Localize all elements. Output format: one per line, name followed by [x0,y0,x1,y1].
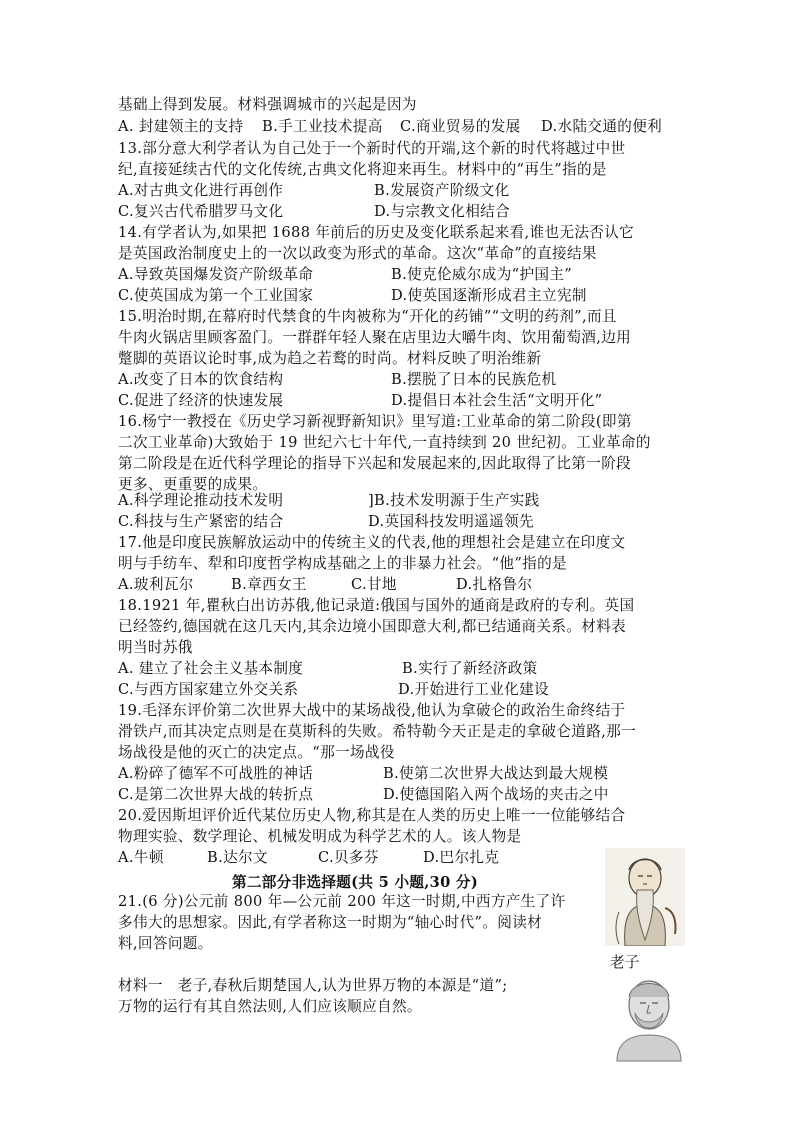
q18-line-1: 18.1921 年,瞿秋白出访苏俄,他记录道:俄国与国外的通商是政府的专利。英国 [118,597,635,614]
q18-option-a: A. 建立了社会主义基本制度 [118,660,304,677]
q20-option-c: C.贝多芬 [318,849,379,866]
q12-option-a: A. 封建领主的支持 [118,118,244,135]
q15-line-1: 15.明治时期,在幕府时代禁食的牛肉被称为“开化的药铺”“文明的药剂”,而且 [118,308,617,325]
q18-line-2: 已经签约,德国就在这几天内,其余边境小国即意大利,都已结通商关系。材料表 [118,618,627,635]
q15-option-c: C.促进了经济的快速发展 [118,392,284,409]
q19-line-3: 场战役是他的灭亡的决定点。“那一场战役 [118,744,395,761]
q13-option-d: D.与宗教文化相结合 [374,203,511,220]
q19-line-2: 滑铁卢,而其决定点则是在莫斯科的失败。希特勒今天正是走的拿破仑道路,那一 [118,723,637,740]
material-1-line-2: 万物的运行有其自然法则,人们应该顺应自然。 [118,998,422,1015]
q17-line-2: 明与手纺车、犁和印度哲学构成基础之上的非暴力社会。“他”指的是 [118,555,567,572]
q16-option-b: ]B.技术发明源于生产实践 [368,492,540,509]
q12-stem-end: 基础上得到发展。材料强调城市的兴起是因为 [118,96,417,113]
q16-line-4: 更多、更重要的成果。 [118,476,268,493]
q13-line-2: 纪,直接延续古代的文化传统,古典文化将迎来再生。材料中的“再生”指的是 [118,161,607,178]
q16-line-1: 16.杨宁一教授在《历史学习新视野新知识》里写道:工业革命的第二阶段(即第 [118,413,632,430]
q16-option-a: A.科学理论推动技术发明 [118,492,284,509]
q14-line-1: 14.有学者认为,如果把 1688 年前后的历史及变化联系起来看,谁也无法否认它 [118,224,635,241]
q13-option-a: A.对古典文化进行再创作 [118,182,284,199]
q17-option-a: A.玻利瓦尔 [118,576,194,593]
q14-line-2: 是英国政治制度史上的一次以政变为形式的革命。这次“革命”的直接结果 [118,245,597,262]
q13-line-1: 13.部分意大利学者认为自己处于一个新时代的开端,这个新的时代将越过中世 [118,140,626,157]
q19-option-c: C.是第二次世界大战的转折点 [118,786,314,803]
q18-option-b: B.实行了新经济政策 [402,660,538,677]
q15-line-2: 牛肉火锅店里顾客盈门。一群群年轻人聚在店里边大嚼牛肉、饮用葡萄酒,边用 [118,329,632,346]
q19-option-a: A.粉碎了德军不可战胜的神话 [118,765,314,782]
q15-option-d: D.提倡日本社会生活“文明开化” [391,392,603,409]
q18-option-c: C.与西方国家建立外交关系 [118,681,299,698]
q16-line-2: 二次工业革命)大致始于 19 世纪六七十年代,一直持续到 20 世纪初。工业革命的 [118,434,651,451]
q15-option-a: A.改变了日本的饮食结构 [118,371,284,388]
q19-line-1: 19.毛泽东评价第二次世界大战中的某场战役,他认为拿破仑的政治生命终结于 [118,702,626,719]
q19-option-b: B.使第二次世界大战达到最大规模 [383,765,609,782]
q21-line-2: 多伟大的思想家。因此,有学者称这一时期为“轴心时代”。阅读材 [118,914,543,931]
q13-option-b: B.发展资产阶级文化 [374,182,510,199]
laozi-caption: 老子 [610,954,640,971]
q14-option-d: D.使英国逐渐形成君主立宪制 [391,287,587,304]
q17-option-b: B.章西女王 [231,576,307,593]
q20-line-2: 物理实验、数学理论、机械发明成为科学艺术的人。该人物是 [118,828,522,845]
q19-option-d: D.使德国陷入两个战场的夹击之中 [383,786,609,803]
q14-option-a: A.导致英国爆发资产阶级革命 [118,266,314,283]
q20-option-b: B.达尔文 [207,849,268,866]
q20-line-1: 20.爱因斯坦评价近代某位历史人物,称其是在人类的历史上唯一一位能够结合 [118,807,626,824]
q13-option-c: C.复兴古代希腊罗马文化 [118,203,284,220]
philosopher-bust [611,973,687,1063]
q17-option-d: D.扎格鲁尔 [456,576,533,593]
q12-option-b: B.手工业技术提高 [262,118,383,135]
q17-line-1: 17.他是印度民族解放运动中的传统主义的代表,他的理想社会是建立在印度文 [118,534,626,551]
q14-option-b: B.使克伦威尔成为“护国主” [391,266,573,283]
q14-option-c: C.使英国成为第一个工业国家 [118,287,314,304]
q20-option-a: A.牛顿 [118,849,164,866]
q21-line-3: 料,回答问题。 [118,935,213,952]
q12-option-d: D.水陆交通的便利 [541,118,663,135]
q15-line-3: 蹩脚的英语议论时事,成为趋之若鹜的时尚。材料反映了明治维新 [118,350,542,367]
q21-line-1: 21.(6 分)公元前 800 年—公元前 200 年这一时期,中西方产生了许 [118,893,566,910]
q15-option-b: B.摆脱了日本的民族危机 [391,371,557,388]
section-2-title: 第二部分非选择题(共 5 小题,30 分) [232,874,479,891]
q17-option-c: C.甘地 [351,576,397,593]
q18-line-3: 明当时苏俄 [118,639,193,656]
q20-option-d: D.巴尔扎克 [423,849,500,866]
q16-line-3: 第二阶段是在近代科学理论的指导下兴起和发展起来的,因此取得了比第一阶段 [118,455,632,472]
material-1-line-1: 材料一 老子,春秋后期楚国人,认为世界万物的本源是“道”; [118,977,508,994]
q18-option-d: D.开始进行工业化建设 [398,681,550,698]
q16-option-c: C.科技与生产紧密的结合 [118,513,284,530]
q16-option-d: D.英国科技发明遥遥领先 [368,513,534,530]
laozi-portrait [605,848,685,946]
q12-option-c: C.商业贸易的发展 [400,118,521,135]
